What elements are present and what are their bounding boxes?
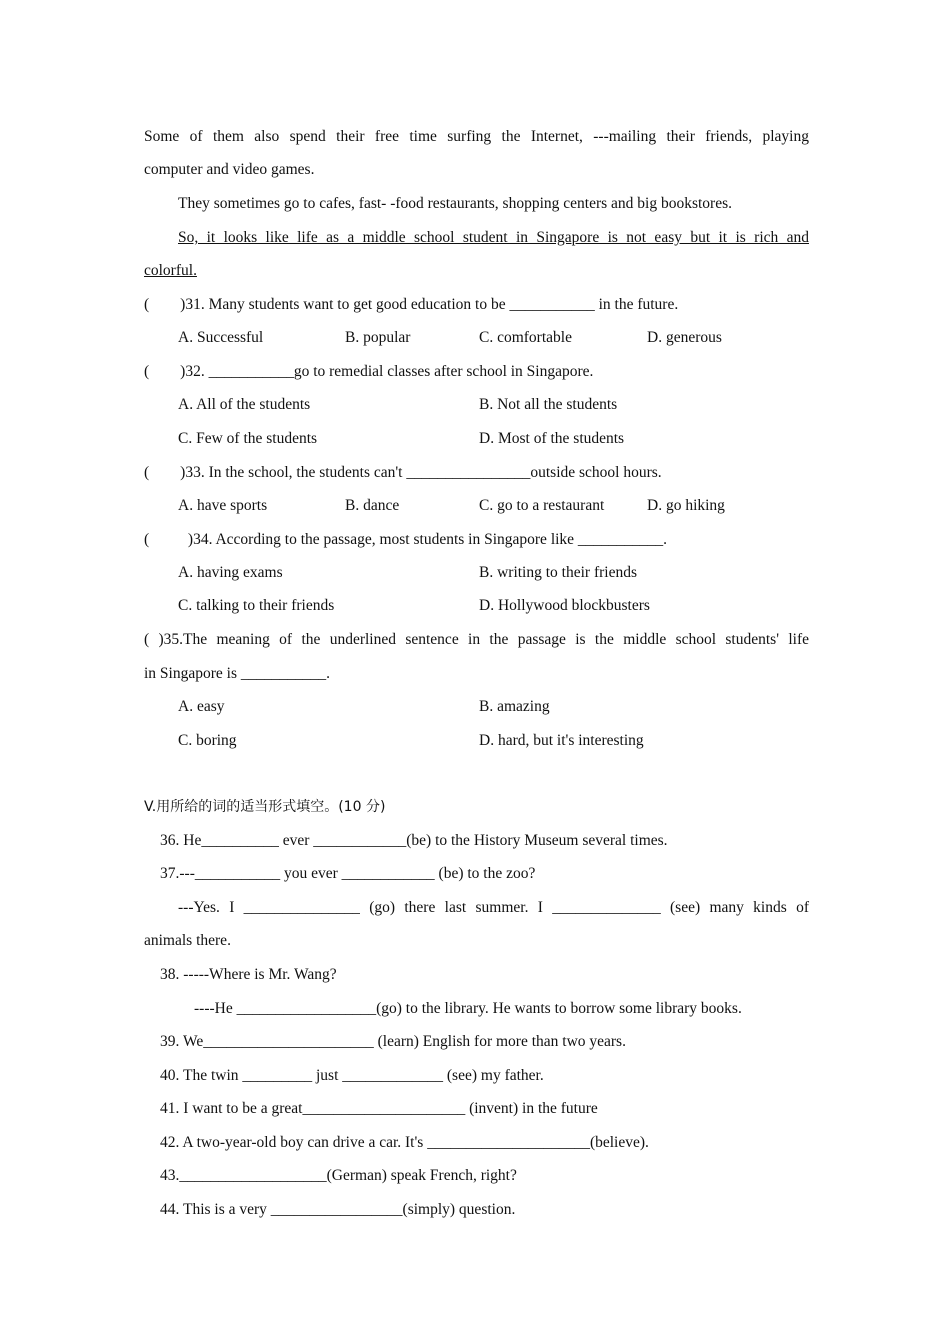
q33-option-a: A. have sports [178, 497, 268, 514]
q32-option-d: D. Most of the students [479, 430, 625, 447]
question-34-stem: ( )34. According to the passage, most students in Singapore like ___________. [144, 531, 668, 548]
q32-option-b: B. Not all the students [479, 396, 618, 413]
question-38: 38. -----Where is Mr. Wang? [160, 966, 337, 983]
q31-option-b: B. popular [345, 329, 411, 346]
q33-option-c: C. go to a restaurant [479, 497, 605, 514]
question-39: 39. We______________________ (learn) English for more than two years. [160, 1033, 626, 1050]
passage-line-1: Some of them also spend their free time surfing the Internet, ---mailing their friends, playing [144, 128, 809, 145]
question-37-reply: ---Yes. I _______________ (go) there last summer. I ______________ (see) many kinds of [178, 899, 809, 916]
q34-option-b: B. writing to their friends [479, 564, 637, 581]
question-37-reply-cont: animals there. [144, 932, 231, 949]
q31-option-a: A. Successful [178, 329, 264, 346]
question-42: 42. A two-year-old boy can drive a car. It's _____________________(believe). [160, 1134, 649, 1151]
q35-option-a: A. easy [178, 698, 225, 715]
question-35-stem: ( )35.The meaning of the underlined sentence in the passage is the middle school students' life [144, 631, 809, 648]
q34-option-c: C. talking to their friends [178, 597, 335, 614]
question-35-stem-cont: in Singapore is ___________. [144, 665, 330, 682]
q32-option-c: C. Few of the students [178, 430, 318, 447]
question-36: 36. He__________ ever ____________(be) to the History Museum several times. [160, 832, 668, 849]
q35-option-d: D. hard, but it's interesting [479, 732, 644, 749]
passage-line-3: They sometimes go to cafes, fast- -food restaurants, shopping centers and big bookstores. [178, 195, 732, 212]
section-5-heading: V.用所给的词的适当形式填空。(10 分) [144, 799, 386, 815]
underlined-sentence-end: colorful. [144, 262, 197, 279]
question-31-stem: ( )31. Many students want to get good education to be ___________ in the future. [144, 296, 679, 313]
underlined-sentence: So, it looks like life as a middle school student in Singapore is not easy but it is rich and [178, 229, 809, 246]
question-33-stem: ( )33. In the school, the students can't ________________outside school hours. [144, 464, 662, 481]
q31-option-c: C. comfortable [479, 329, 572, 346]
passage-line-2: computer and video games. [144, 161, 315, 178]
question-43: 43.___________________(German) speak French, right? [160, 1167, 517, 1184]
question-37: 37.---___________ you ever ____________ (be) to the zoo? [160, 865, 536, 882]
question-32-stem: ( )32. ___________go to remedial classes after school in Singapore. [144, 363, 594, 380]
q31-option-d: D. generous [647, 329, 722, 346]
question-44: 44. This is a very _________________(simply) question. [160, 1201, 516, 1218]
q34-option-d: D. Hollywood blockbusters [479, 597, 650, 614]
question-40: 40. The twin _________ just _____________ (see) my father. [160, 1067, 544, 1084]
q33-option-b: B. dance [345, 497, 400, 514]
q35-option-c: C. boring [178, 732, 237, 749]
q33-option-d: D. go hiking [647, 497, 725, 514]
question-41: 41. I want to be a great_____________________ (invent) in the future [160, 1100, 598, 1117]
question-38-reply: ----He __________________(go) to the library. He wants to borrow some library books. [194, 1000, 742, 1017]
q35-option-b: B. amazing [479, 698, 550, 715]
q34-option-a: A. having exams [178, 564, 283, 581]
q32-option-a: A. All of the students [178, 396, 311, 413]
